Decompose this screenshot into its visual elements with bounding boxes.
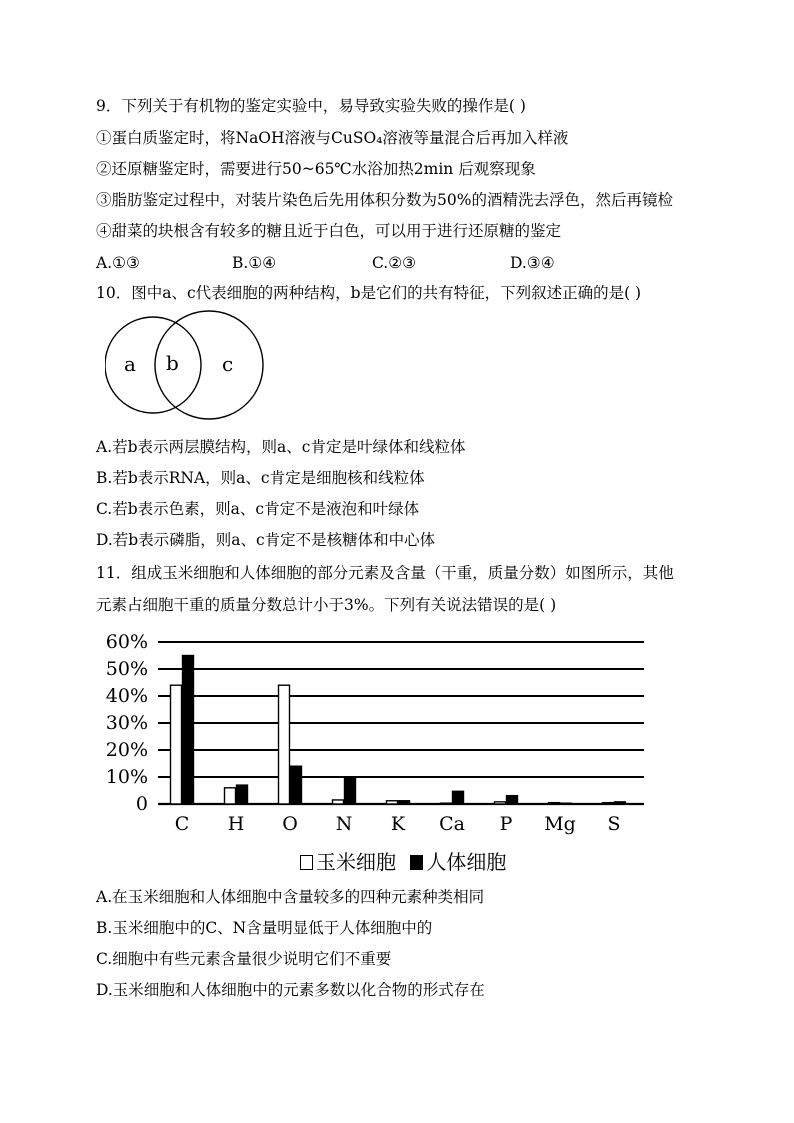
y-tick-label-1: 10% [105, 766, 148, 788]
q11-option-c: C.细胞中有些元素含量很少说明它们不重要 [96, 950, 392, 968]
q10-option-c: C.若b表示色素，则a、c肯定不是液泡和叶绿体 [96, 500, 420, 518]
bar-human-O [291, 766, 302, 804]
bar-corn-K [387, 801, 398, 804]
q9-option-a: A.①③ [96, 254, 140, 272]
bar-human-K [399, 801, 410, 804]
q9-option-c: C.②③ [372, 254, 417, 272]
venn-label-b: b [166, 351, 179, 375]
q10-option-d: D.若b表示磷脂，则a、c肯定不是核糖体和中心体 [96, 531, 436, 549]
legend-label-human: 人体细胞 [426, 850, 507, 874]
bar-human-S [615, 802, 626, 804]
bar-corn-N [333, 800, 344, 804]
bar-corn-O [279, 685, 290, 804]
x-tick-label-Ca: Ca [439, 813, 465, 835]
venn-label-a: a [124, 352, 136, 376]
q9-item-2: ②还原糖鉴定时，需要进行50~65℃水浴加热2min 后观察现象 [96, 160, 536, 178]
bar-human-H [237, 785, 248, 804]
x-tick-label-N: N [335, 813, 353, 835]
x-tick-label-S: S [607, 813, 621, 835]
x-tick-label-P: P [499, 813, 513, 835]
q11-option-b: B.玉米细胞中的C、N含量明显低于人体细胞中的 [96, 919, 433, 937]
q9-item-4: ④甜菜的块根含有较多的糖且近于白色，可以用于进行还原糖的鉴定 [96, 222, 562, 240]
q9-item-3: ③脂肪鉴定过程中，对装片染色后先用体积分数为50%的酒精洗去浮色，然后再镜检 [96, 191, 673, 209]
x-tick-label-H: H [227, 813, 245, 835]
q10-option-a: A.若b表示两层膜结构，则a、c肯定是叶绿体和线粒体 [96, 438, 466, 456]
q9-item-1: ①蛋白质鉴定时，将NaOH溶液与CuSO₄溶液等量混合后再加入样液 [96, 129, 569, 147]
bar-corn-C [171, 685, 182, 804]
q9-option-b: B.①④ [232, 254, 277, 272]
y-tick-label-4: 40% [105, 685, 148, 707]
y-tick-label-3: 30% [105, 712, 148, 734]
q10-option-b: B.若b表示RNA，则a、c肯定是细胞核和线粒体 [96, 469, 425, 487]
venn-circle-a [105, 317, 201, 413]
bar-corn-H [225, 788, 236, 804]
bar-corn-S [603, 803, 614, 804]
bar-corn-P [495, 802, 506, 804]
y-tick-label-5: 50% [105, 658, 148, 680]
bar-human-P [507, 796, 518, 804]
bar-human-Mg [561, 803, 572, 804]
venn-label-c: c [222, 352, 234, 376]
x-tick-label-K: K [390, 813, 406, 835]
bar-human-C [183, 656, 194, 805]
y-tick-label-2: 20% [105, 739, 148, 761]
bar-human-N [345, 778, 356, 804]
q9-option-d: D.③④ [510, 254, 555, 272]
chart-legend [300, 846, 506, 875]
element-bar-chart [96, 626, 656, 836]
x-tick-label-Mg: Mg [544, 813, 576, 835]
q9-stem: 9．下列关于有机物的鉴定实验中，易导致实验失败的操作是( ) [96, 97, 526, 115]
bar-human-Ca [453, 791, 464, 804]
x-tick-label-C: C [174, 813, 190, 835]
legend-swatch-human [410, 855, 423, 870]
x-tick-label-O: O [282, 813, 298, 835]
legend-swatch-corn [300, 855, 313, 870]
bar-corn-Ca [441, 803, 452, 804]
y-tick-label-6: 60% [105, 631, 148, 653]
q11-option-a: A.在玉米细胞和人体细胞中含量较多的四种元素种类相同 [96, 888, 485, 906]
q11-stem-line2: 元素占细胞干重的质量分数总计小于3%。下列有关说法错误的是( ) [96, 596, 557, 614]
legend-label-corn: 玉米细胞 [316, 850, 396, 874]
q11-stem-line1: 11．组成玉米细胞和人体细胞的部分元素及含量（干重，质量分数）如图所示，其他 [96, 564, 674, 582]
bar-corn-Mg [549, 803, 560, 804]
q11-option-d: D.玉米细胞和人体细胞中的元素多数以化合物的形式存在 [96, 981, 485, 999]
q10-stem: 10．图中a、c代表细胞的两种结构，b是它们的共有特征，下列叙述正确的是( ) [96, 284, 642, 302]
y-tick-label-0: 0 [135, 793, 148, 815]
